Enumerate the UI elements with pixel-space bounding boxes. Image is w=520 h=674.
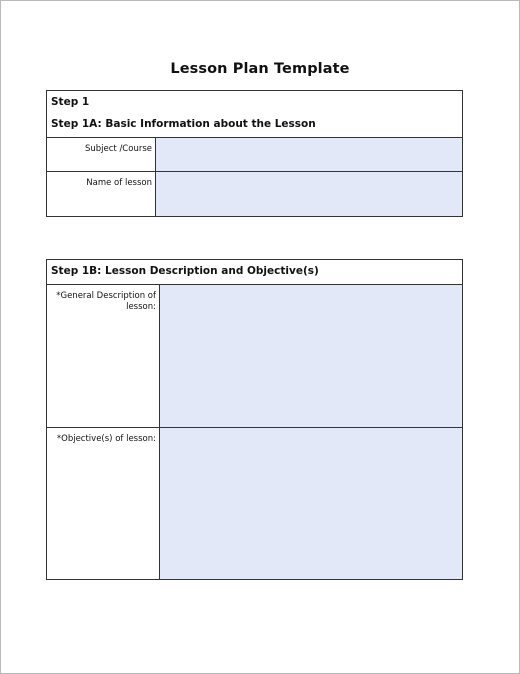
general-description-label: *General Description of lesson: <box>47 285 160 427</box>
step1-section <box>46 90 463 217</box>
subject-course-field[interactable] <box>156 138 462 171</box>
general-description-row <box>47 284 462 427</box>
step1-heading: Step 1 <box>51 96 90 108</box>
objectives-row <box>47 427 462 579</box>
general-description-field[interactable] <box>160 285 462 427</box>
step1a-heading: Step 1A: Basic Information about the Lesson <box>51 118 316 130</box>
lesson-name-label: Name of lesson <box>47 172 156 216</box>
lesson-name-field[interactable] <box>156 172 462 216</box>
page-title: Lesson Plan Template <box>170 61 350 77</box>
subject-course-label: Subject /Course <box>47 138 156 171</box>
lesson-name-row <box>47 171 462 216</box>
subject-course-row <box>47 137 462 171</box>
step1b-section <box>46 259 463 580</box>
step1b-heading: Step 1B: Lesson Description and Objective(s) <box>51 265 319 277</box>
objectives-field[interactable] <box>160 428 462 579</box>
objectives-label: *Objective(s) of lesson: <box>47 428 160 579</box>
